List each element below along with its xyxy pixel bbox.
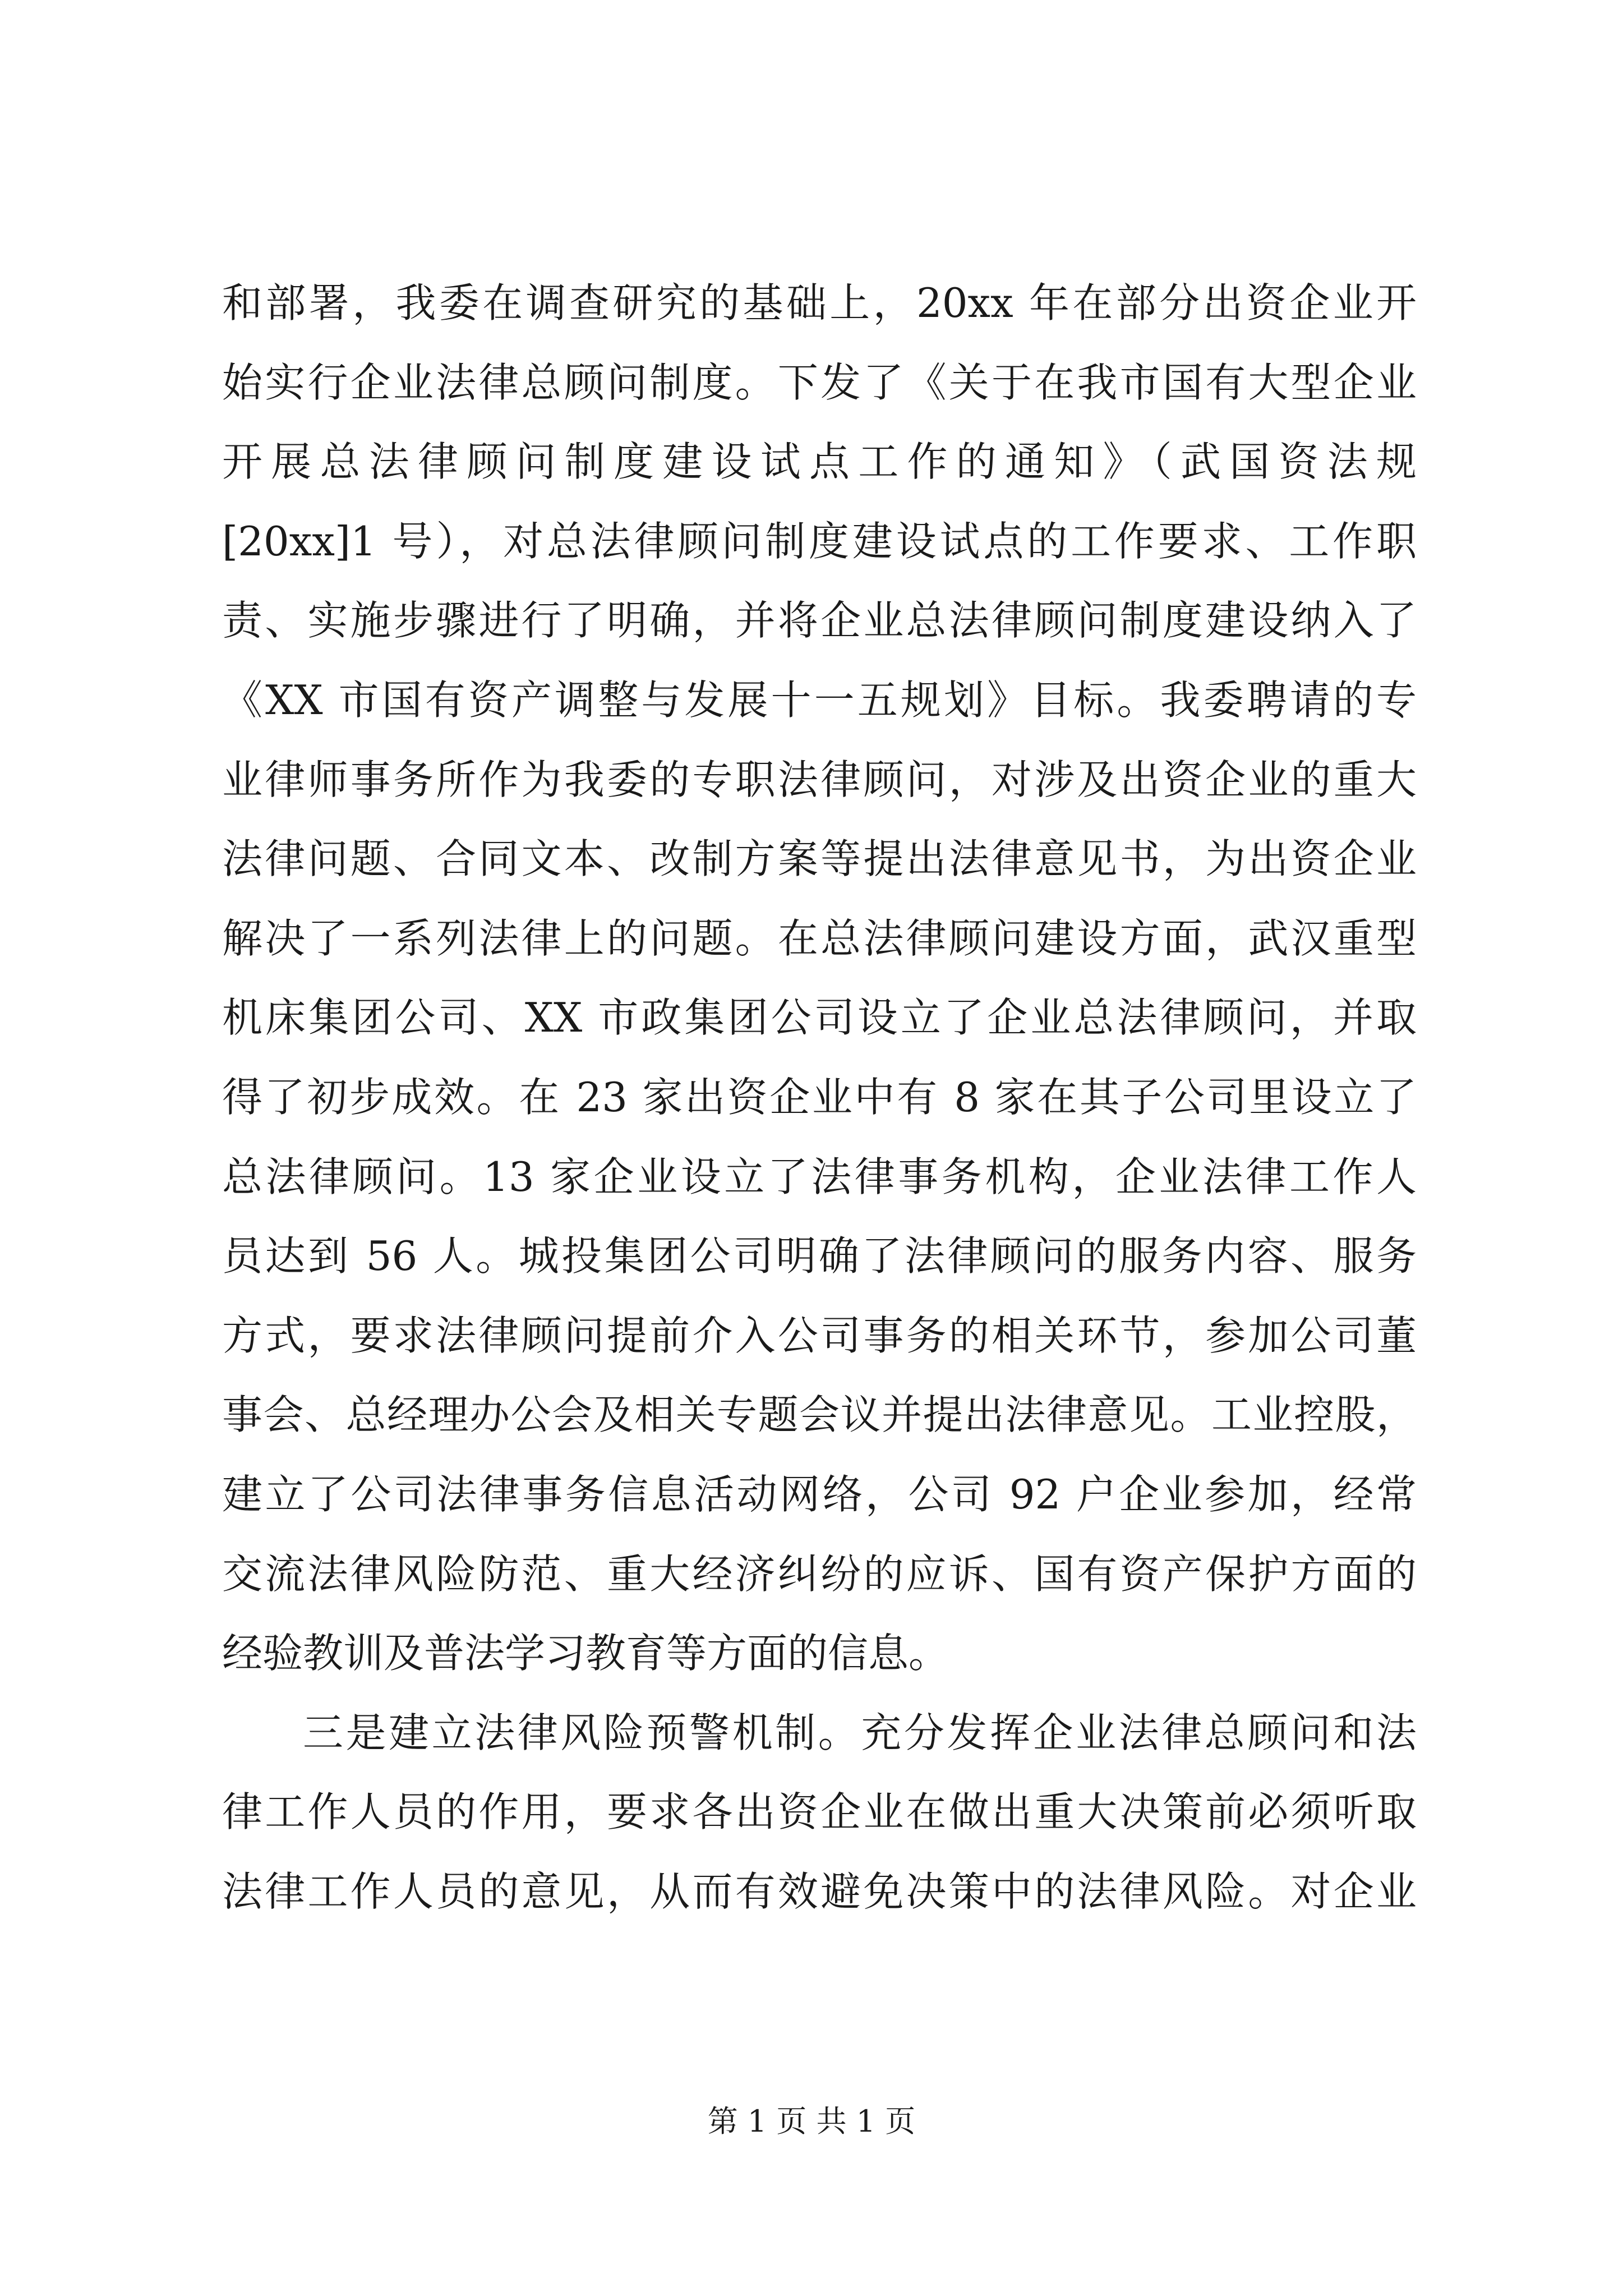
text-line: 建立了公司法律事务信息活动网络，公司 92 户企业参加，经常 — [222, 1470, 1417, 1518]
text-line: 《XX 市国有资产调整与发展十一五规划》目标。我委聘请的专 — [222, 676, 1417, 724]
paragraph-2 — [222, 1694, 1417, 1932]
text-line: 始实行企业法律总顾问制度。下发了《关于在我市国有大型企业 — [222, 358, 1417, 406]
text-line: 责、实施步骤进行了明确，并将企业总法律顾问制度建设纳入了 — [222, 597, 1417, 645]
text-line: 开展总法律顾问制度建设试点工作的通知》（武国资法规 — [222, 438, 1417, 486]
text-line: 和部署，我委在调查研究的基础上，20xx 年在部分出资企业开 — [222, 279, 1417, 326]
text-line: 法律问题、合同文本、改制方案等提出法律意见书，为出资企业 — [222, 835, 1417, 883]
text-line: 业律师事务所作为我委的专职法律顾问，对涉及出资企业的重大 — [222, 756, 1417, 803]
text-line: 法律工作人员的意见，从而有效避免决策中的法律风险。对企业 — [222, 1867, 1417, 1915]
text-line: 解决了一系列法律上的问题。在总法律顾问建设方面，武汉重型 — [222, 914, 1417, 962]
text-line: 机床集团公司、XX 市政集团公司设立了企业总法律顾问，并取 — [222, 994, 1417, 1042]
text-line: 三是建立法律风险预警机制。充分发挥企业法律总顾问和法 — [303, 1709, 1417, 1756]
text-line: 方式，要求法律顾问提前介入公司事务的相关环节，参加公司董 — [222, 1312, 1417, 1359]
text-line: 经验教训及普法学习教育等方面的信息。 — [222, 1630, 949, 1677]
text-line: 交流法律风险防范、重大经济纠纷的应诉、国有资产保护方面的 — [222, 1550, 1417, 1598]
text-line: [20xx]1 号），对总法律顾问制度建设试点的工作要求、工作职 — [222, 517, 1417, 565]
text-line: 律工作人员的作用，要求各出资企业在做出重大决策前必须听取 — [222, 1788, 1417, 1836]
text-line: 员达到 56 人。城投集团公司明确了法律顾问的服务内容、服务 — [222, 1232, 1417, 1280]
text-line: 事会、总经理办公会及相关专题会议并提出法律意见。工业控股， — [222, 1391, 1417, 1439]
text-line: 总法律顾问。13 家企业设立了法律事务机构，企业法律工作人 — [222, 1153, 1417, 1200]
page-number-label: 第 1 页 共 1 页 — [707, 2104, 916, 2139]
document-body — [222, 264, 1417, 1931]
page-footer — [0, 2099, 1623, 2144]
text-line: 得了初步成效。在 23 家出资企业中有 8 家在其子公司里设立了 — [222, 1073, 1417, 1121]
paragraph-1 — [222, 264, 1417, 1694]
